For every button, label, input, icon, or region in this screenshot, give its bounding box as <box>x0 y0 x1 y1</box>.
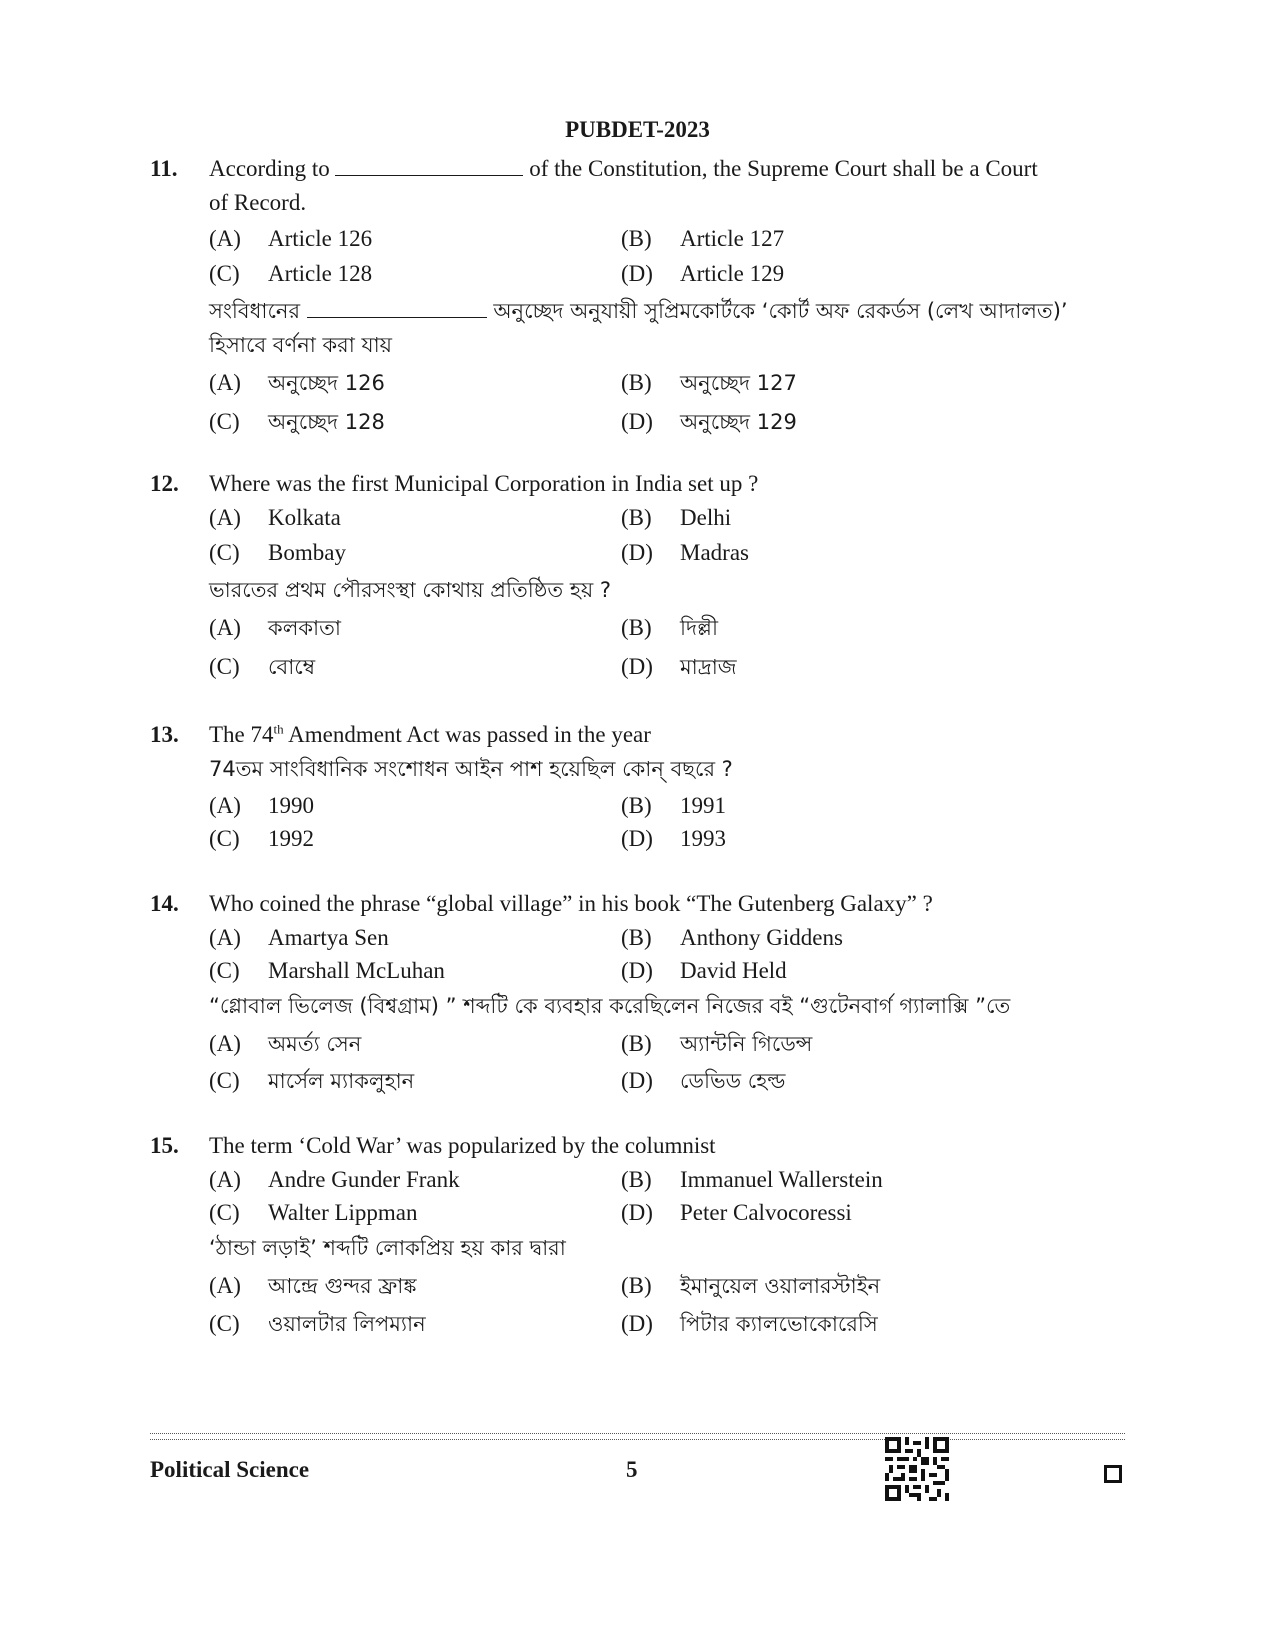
options-bn <box>209 366 1125 440</box>
option-b: (B) অ্যান্টনি গিডেন্স <box>621 1031 813 1056</box>
question-13 <box>150 718 1125 857</box>
question-text: The 74th Amendment Act was passed in the year <box>209 721 651 747</box>
option-a: (A) 1990 <box>209 793 314 818</box>
options-bn <box>209 1027 1125 1099</box>
option-c: (C) Bombay <box>209 540 346 565</box>
question-text: Where was the first Municipal Corporation in India set up ? <box>209 471 759 496</box>
option-d: (D) Article 129 <box>621 261 785 286</box>
page-title: PUBDET-2023 <box>565 117 710 142</box>
option-a: (A) অমর্ত্য সেন <box>209 1031 362 1056</box>
qr-code-icon <box>885 1437 949 1501</box>
question-number: 15. <box>150 1133 179 1158</box>
question-14 <box>150 887 1125 1099</box>
options-en <box>209 222 1125 292</box>
question-12 <box>150 467 1125 685</box>
option-a: (A) অনুচ্ছেদ 126 <box>209 370 385 395</box>
option-a: (A) Andre Gunder Frank <box>209 1167 460 1192</box>
option-a: (A) Amartya Sen <box>209 925 389 950</box>
page-number: 5 <box>626 1457 638 1482</box>
option-c: (C) ওয়ালটার লিপম্যান <box>209 1311 426 1336</box>
question-text-bn: “গ্লোবাল ভিলেজ (বিশ্বগ্রাম) ” শব্দটি কে ব্যবহার করেছিলেন নিজের বই “গুটেনবার্গ গ্যালাক্সি ”তে <box>209 994 1011 1018</box>
option-d: (D) David Held <box>621 958 787 983</box>
options <box>209 789 1125 857</box>
footer-divider <box>150 1433 1125 1440</box>
question-text-bn-cont: হিসাবে বর্ণনা করা যায় <box>209 333 393 357</box>
option-d: (D) Peter Calvocoressi <box>621 1200 852 1225</box>
question-text-bn: সংবিধানের অনুচ্ছেদ অনুযায়ী সুপ্রিমকোর্টকে ‘কোর্ট অফ রেকর্ডস (লেখ আদালত)’ <box>209 299 1068 323</box>
question-15 <box>150 1129 1125 1342</box>
option-c: (C) Article 128 <box>209 261 373 286</box>
question-text-bn: ‘ঠান্ডা লড়াই’ শব্দটি লোকপ্রিয় হয় কার দ্বারা <box>209 1236 566 1260</box>
option-b: (B) Anthony Giddens <box>621 925 843 950</box>
answer-blank <box>307 299 487 318</box>
option-b: (B) দিল্লী <box>621 615 718 640</box>
options-bn <box>209 611 1125 685</box>
option-b: (B) 1991 <box>621 793 726 818</box>
question-number: 11. <box>150 156 178 181</box>
option-d: (D) অনুচ্ছেদ 129 <box>621 409 797 434</box>
option-a: (A) Article 126 <box>209 226 373 251</box>
options-en <box>209 1163 1125 1231</box>
option-b: (B) অনুচ্ছেদ 127 <box>621 370 797 395</box>
option-c: (C) Marshall McLuhan <box>209 958 445 983</box>
option-d: (D) ডেভিড হেল্ড <box>621 1068 786 1093</box>
option-d: (D) Madras <box>621 540 749 565</box>
question-text-bn: ভারতের প্রথম পৌরসংস্থা কোথায় প্রতিষ্ঠিত হয় ? <box>209 578 612 602</box>
question-number: 14. <box>150 891 179 916</box>
question-number: 13. <box>150 722 179 747</box>
corner-square-icon <box>1104 1465 1122 1483</box>
question-number: 12. <box>150 471 179 496</box>
option-c: (C) বোম্বে <box>209 654 316 679</box>
question-text: Who coined the phrase “global village” in his book “The Gutenberg Galaxy” ? <box>209 891 933 916</box>
option-b: (B) ইমানুয়েল ওয়ালারস্টাইন <box>621 1273 881 1298</box>
option-c: (C) 1992 <box>209 826 314 851</box>
question-text: The term ‘Cold War’ was popularized by the columnist <box>209 1133 716 1158</box>
options-bn <box>209 1269 1125 1342</box>
option-d: (D) পিটার ক্যালভোকোরেসি <box>621 1311 878 1336</box>
option-b: (B) Delhi <box>621 505 732 530</box>
option-c: (C) মার্সেল ম্যাকলুহান <box>209 1068 415 1093</box>
option-a: (A) Kolkata <box>209 505 341 530</box>
answer-blank <box>335 157 523 176</box>
subject-name: Political Science <box>150 1457 310 1482</box>
options-en <box>209 501 1125 571</box>
question-11 <box>150 152 1125 440</box>
option-b: (B) Article 127 <box>621 226 785 251</box>
option-a: (A) আন্দ্রে গুন্দর ফ্রাঙ্ক <box>209 1273 417 1298</box>
option-a: (A) কলকাতা <box>209 615 341 640</box>
question-text-bn: 74তম সাংবিধানিক সংশোধন আইন পাশ হয়েছিল কোন্ বছরে ? <box>209 757 733 781</box>
question-text-cont: of Record. <box>209 190 307 215</box>
question-text: According to of the Constitution, the Supreme Court shall be a Court <box>209 156 1038 181</box>
option-d: (D) মাদ্রাজ <box>621 654 737 679</box>
option-c: (C) অনুচ্ছেদ 128 <box>209 409 385 434</box>
option-b: (B) Immanuel Wallerstein <box>621 1167 883 1192</box>
options-en <box>209 921 1125 989</box>
option-c: (C) Walter Lippman <box>209 1200 418 1225</box>
option-d: (D) 1993 <box>621 826 726 851</box>
